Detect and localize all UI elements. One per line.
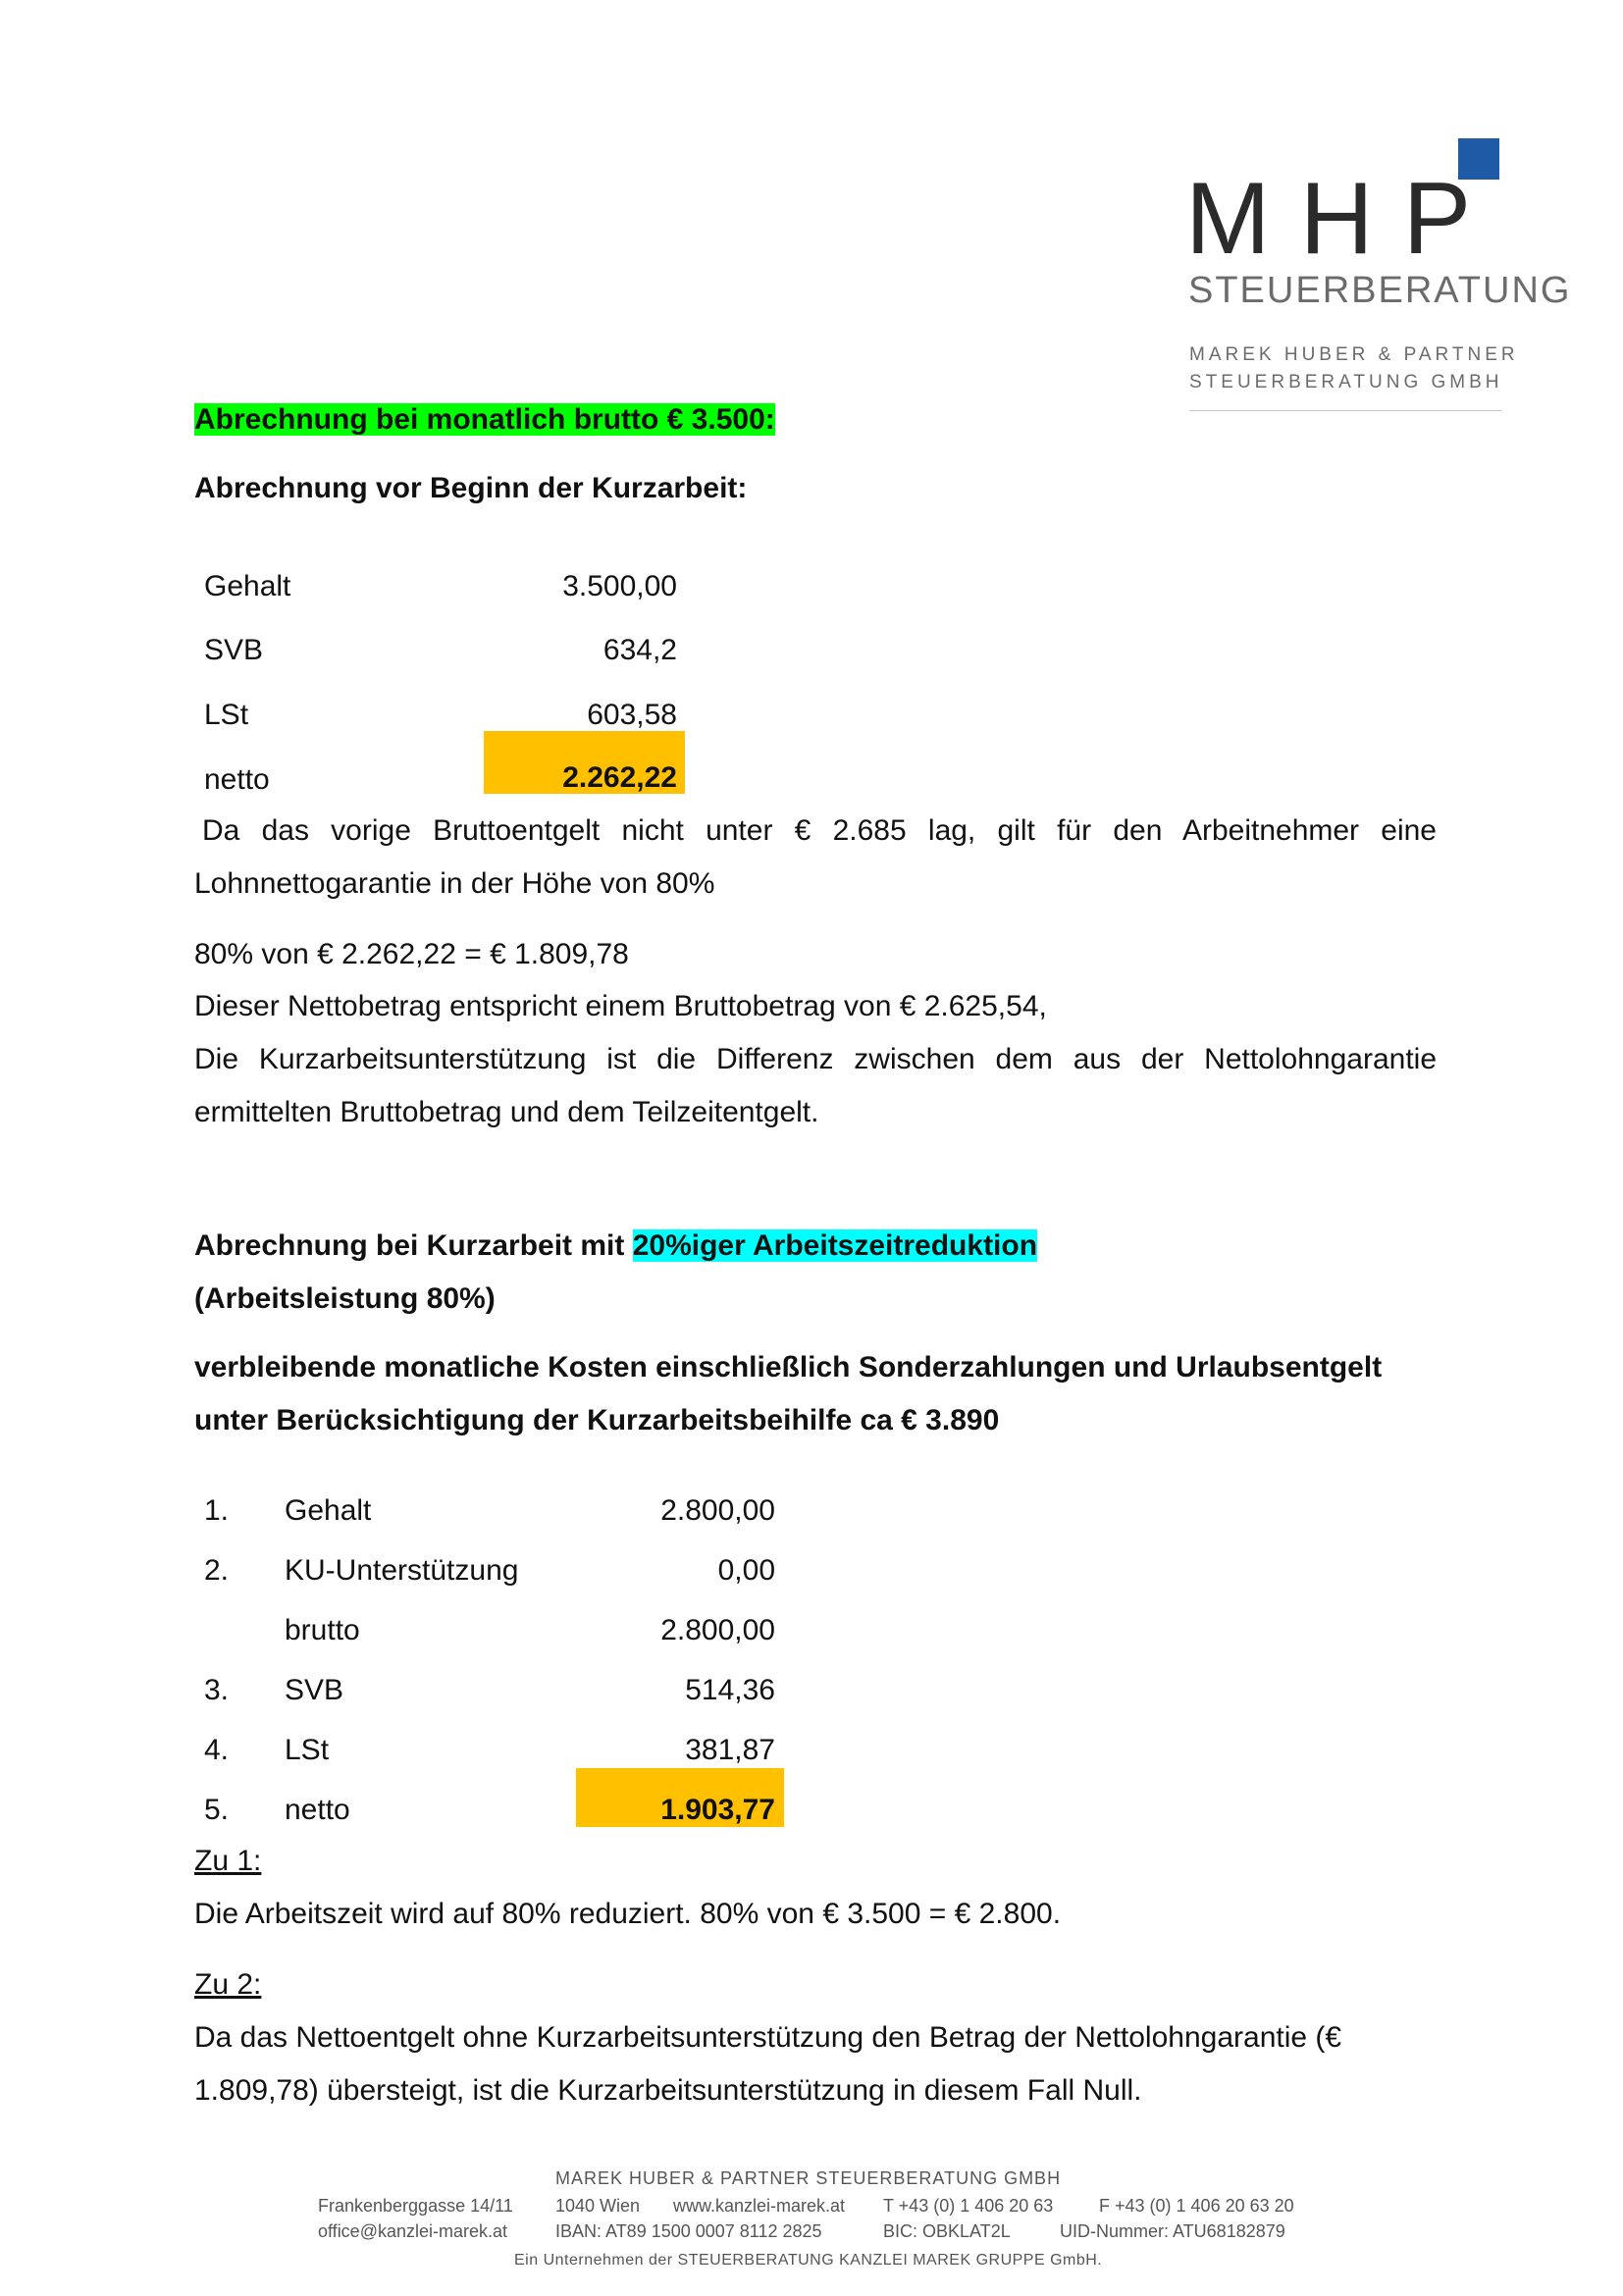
- footer-uid: UID-Nummer: ATU68182879: [1060, 2221, 1285, 2241]
- note2-title: Zu 2:: [194, 1968, 262, 2001]
- table-row-value: 603,58: [587, 699, 677, 731]
- table-row-label: LSt: [285, 1734, 330, 1766]
- note1-title: Zu 1:: [194, 1845, 262, 1877]
- paragraph-line: Lohnnettogarantie in der Höhe von 80%: [194, 867, 715, 900]
- netto-value: 2.262,22: [562, 761, 677, 794]
- table-row-label: LSt: [204, 699, 249, 731]
- table-row-value: 634,2: [602, 634, 677, 666]
- logo-divider: [1189, 410, 1501, 411]
- section1-heading: Abrechnung bei monatlich brutto € 3.500:: [194, 403, 775, 436]
- logo-subtitle: STEUERBERATUNG: [1188, 270, 1572, 311]
- footer-iban: IBAN: AT89 1500 0007 8112 2825: [555, 2221, 822, 2241]
- table-row-value: 2.800,00: [660, 1494, 775, 1527]
- paragraph-line: ermittelten Bruttobetrag und dem Teilzeitentgelt.: [194, 1096, 819, 1128]
- costs-line: verbleibende monatliche Kosten einschließlich Sonderzahlungen und Urlaubsentgelt: [194, 1351, 1383, 1383]
- section1-subheading: Abrechnung vor Beginn der Kurzarbeit:: [194, 472, 748, 504]
- note2-text: Da das Nettoentgelt ohne Kurzarbeitsunterstützung den Betrag der Nettolohngarantie (€: [194, 2021, 1342, 2054]
- netto-value: 1.903,77: [660, 1794, 775, 1826]
- table-row-label: SVB: [204, 634, 264, 666]
- gross-line: Dieser Nettobetrag entspricht einem Bruttobetrag von € 2.625,54,: [194, 990, 1047, 1022]
- table-row-value: 0,00: [717, 1554, 775, 1587]
- table-row-number: 1.: [204, 1494, 230, 1527]
- costs-line: unter Berücksichtigung der Kurzarbeitsbeihilfe ca € 3.890: [194, 1404, 1000, 1436]
- table-row-value: 3.500,00: [562, 570, 677, 602]
- section2-heading-line2: (Arbeitsleistung 80%): [194, 1282, 496, 1315]
- table-row-value: 514,36: [685, 1674, 775, 1706]
- table-row-label: KU-Unterstützung: [285, 1554, 519, 1587]
- footer-bic: BIC: OBKLAT2L: [883, 2221, 1011, 2241]
- table-row-label: netto: [204, 763, 270, 796]
- footer-group: Ein Unternehmen der STEUERBERATUNG KANZLEI MAREK GRUPPE GmbH.: [514, 2252, 1103, 2269]
- paragraph-line: Die Kurzarbeitsunterstützung ist die Differenz zwischen dem aus der Nettolohngarantie: [194, 1043, 1437, 1075]
- footer-company: MAREK HUBER & PARTNER STEUERBERATUNG GMBH: [555, 2168, 1062, 2188]
- footer-email[interactable]: office@kanzlei-marek.at: [318, 2221, 508, 2241]
- table-row-value: 381,87: [685, 1734, 775, 1766]
- footer-phone: T +43 (0) 1 406 20 63: [883, 2196, 1054, 2216]
- footer-city: 1040 Wien: [555, 2196, 641, 2216]
- table-row-value: 2.800,00: [660, 1614, 775, 1646]
- section2-heading: Abrechnung bei Kurzarbeit mit 20%iger Arbeitszeitreduktion: [194, 1229, 1038, 1262]
- table-row-label: Gehalt: [204, 570, 291, 602]
- table-row-number: 3.: [204, 1674, 230, 1706]
- logo-partner-line: MAREK HUBER & PARTNER: [1189, 344, 1519, 365]
- calc-line: 80% von € 2.262,22 = € 1.809,78: [194, 938, 629, 970]
- paragraph-line: Da das vorige Bruttoentgelt nicht unter € 2.685 lag, gilt für den Arbeitnehmer eine: [202, 814, 1437, 847]
- table-row-label: Gehalt: [285, 1494, 372, 1527]
- footer-fax: F +43 (0) 1 406 20 63 20: [1099, 2196, 1294, 2216]
- table-row-label: SVB: [285, 1674, 344, 1706]
- footer-web[interactable]: www.kanzlei-marek.at: [673, 2196, 846, 2216]
- heading-highlight: 20%iger Arbeitszeitreduktion: [632, 1229, 1038, 1262]
- logo-mark: MHP: [1185, 162, 1501, 276]
- table-row-label: brutto: [285, 1614, 360, 1646]
- note1-text: Die Arbeitszeit wird auf 80% reduziert. 80% von € 3.500 = € 2.800.: [194, 1898, 1062, 1930]
- note2-text: 1.809,78) übersteigt, ist die Kurzarbeitsunterstützung in diesem Fall Null.: [194, 2074, 1142, 2107]
- footer-street: Frankenberggasse 14/11: [318, 2196, 513, 2216]
- table-row-number: 2.: [204, 1554, 230, 1587]
- table-row-number: 4.: [204, 1734, 230, 1766]
- table-row-label: netto: [285, 1794, 350, 1826]
- logo-company-line: STEUERBERATUNG GMBH: [1189, 372, 1503, 392]
- table-row-number: 5.: [204, 1794, 230, 1826]
